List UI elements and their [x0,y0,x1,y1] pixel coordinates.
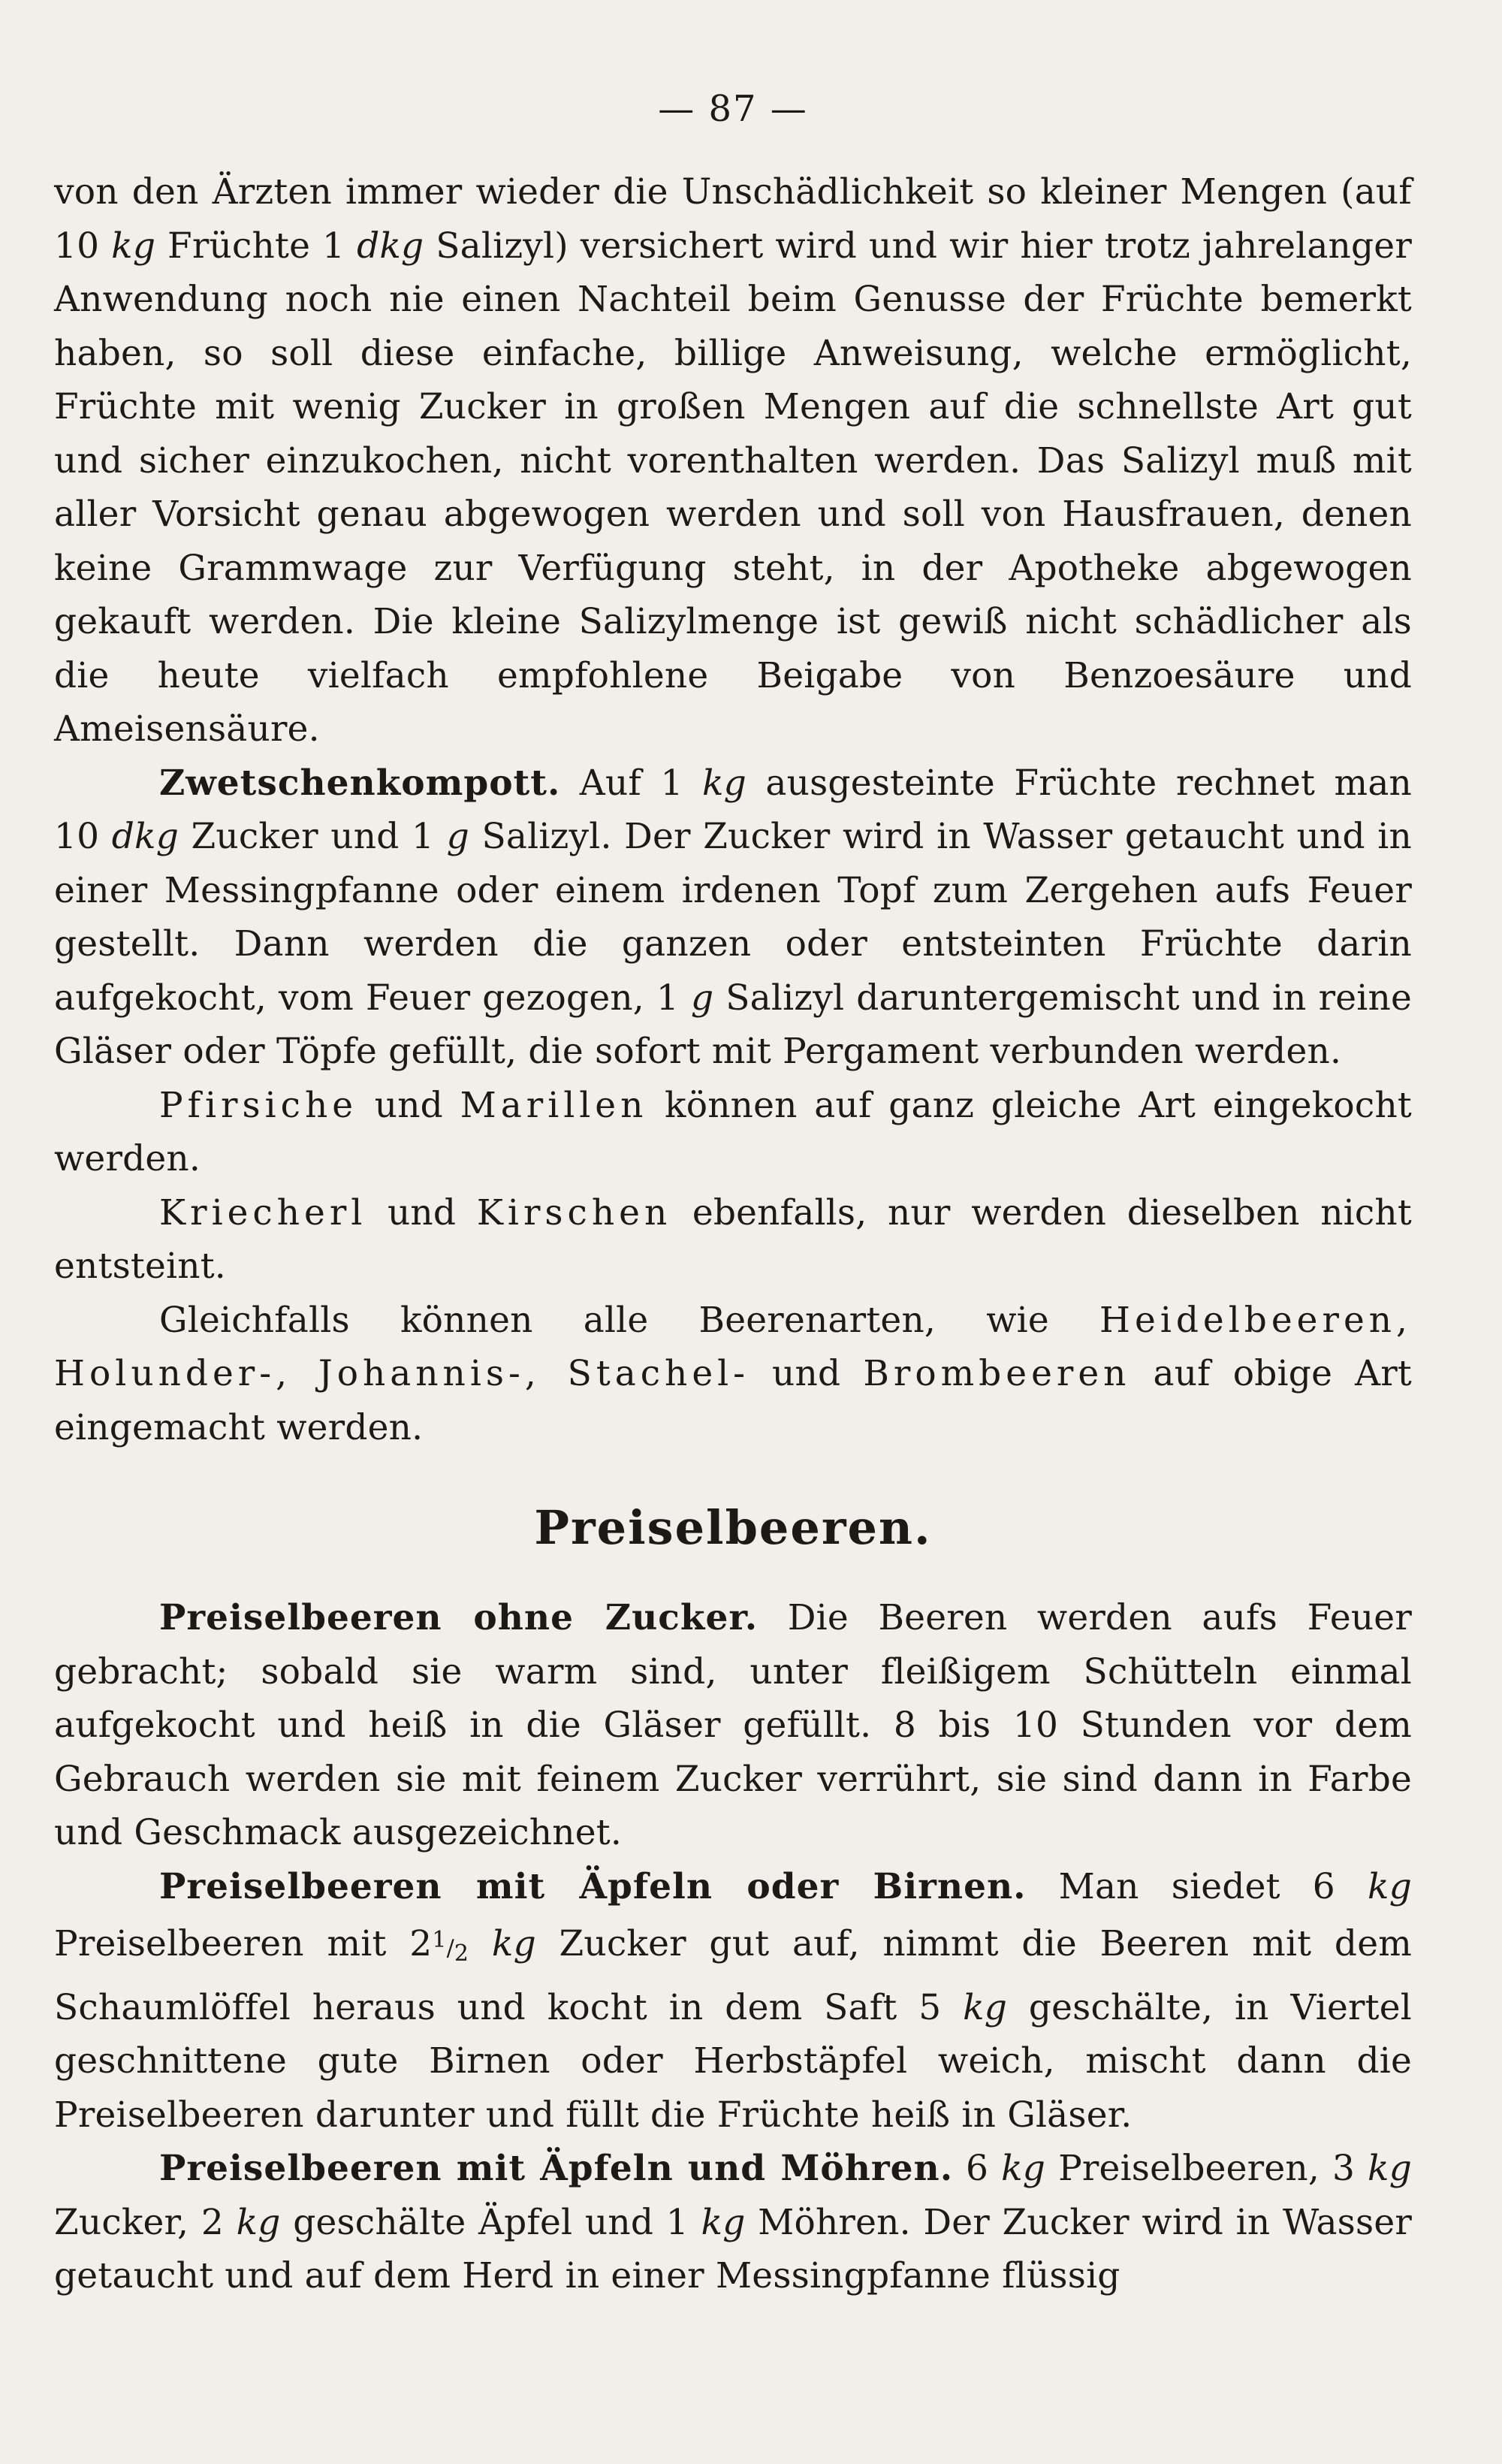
fraction-denominator: 2 [454,1940,469,1967]
fraction: 1/2 [432,1927,469,1967]
text-run: und [357,1084,460,1126]
text-run: Die Beeren werden aufs Feuer gebracht; sobald sie warm sind, unter fleißigem Schütteln einmal aufgekocht und heiß in die Gläser gefüllt. 8 bis 10 Stunden vor dem Gebrauch werden sie mit feinem Zucker verrührt, sie sind dann in Farbe und Geschmack ausgezeichnet. [54,1597,1412,1853]
text-run: ebenfalls, nur werden dieselben nicht entsteint. [54,1191,1412,1287]
paragraph-zwetschenkompott [54,756,1412,1079]
text-run: und [366,1191,477,1234]
unit-kg: kg [111,225,156,267]
text-run: Früchte 1 [155,225,357,267]
recipe-heading: Preiselbeeren mit Äpfeln und Möhren. [159,2148,954,2189]
text-run: Man siedet 6 [1026,1865,1368,1907]
paragraph-preiselbeeren-birnen [54,1860,1412,2142]
unit-dkg: dkg [357,225,424,267]
text-run: geschälte Äpfel und 1 [280,2201,701,2243]
section-title: Preiselbeeren. [534,1500,932,1555]
unit-kg: kg [491,1923,536,1964]
recipe-heading: Preiselbeeren mit Äpfeln oder Birnen. [159,1865,1027,1907]
text-run: Preiselbeeren mit 2 [54,1923,433,1964]
paragraph-preiselbeeren-ohne-zucker [54,1591,1412,1860]
text-run: 6 [953,2148,1002,2189]
unit-kg: kg [963,1986,1008,2028]
unit-dkg: dkg [111,816,179,857]
fruit-name: Kirschen [476,1191,672,1234]
paragraph-kriecherl [54,1186,1412,1294]
paragraph-preiselbeeren-moehren [54,2142,1412,2303]
text-run: Zucker gut auf, nimmt die Beeren mit dem Schaumlöffel heraus und kocht in dem Saft 5 [54,1923,1413,2028]
text-run: können auf ganz gleiche Art eingekocht werden. [54,1084,1412,1179]
unit-kg: kg [1368,2148,1412,2189]
text-run: Zucker, 2 [54,2201,237,2243]
unit-kg: kg [1368,1865,1412,1907]
unit-kg: kg [702,762,746,804]
text-run: Gleichfalls können alle Beerenarten, wie [159,1299,1100,1341]
text-run: Auf 1 [560,762,702,804]
text-run: und [749,1353,864,1394]
text-run: Zucker und 1 [179,816,447,857]
fruit-name: Marillen [460,1084,648,1126]
text-run: auf obige Art eingemacht werden. [54,1353,1412,1448]
paragraph-pfirsiche [54,1079,1412,1186]
fruit-name: Kriecherl [159,1191,367,1234]
unit-g: g [690,977,714,1019]
text-run: von den Ärzten immer wieder die Unschädlichkeit so kleiner Mengen (auf 10 [54,171,1412,267]
paragraph-salicylic-note [54,165,1412,756]
text-run: Möhren. Der Zucker wird in Wasser getaucht und auf dem Herd in einer Messingpfanne flüssig [54,2201,1412,2296]
paragraph-beerenarten [54,1294,1412,1455]
text-run: Salizyl. Der Zucker wird in Wasser getaucht und in einer Messingpfanne oder einem irdenen Topf zum Zergehen aufs Feuer gestellt. Dann werden die ganzen oder entsteinten Früchte darin aufgekocht, vom Feuer gezogen, 1 [54,816,1412,1019]
fruit-name: Brombeeren [863,1353,1131,1394]
text-run [469,1923,492,1964]
text-run: Salizyl daruntergemischt und in reine Gläser oder Töpfe gefüllt, die sofort mit Pergament verbunden werden. [54,977,1412,1072]
text-run: Salizyl) versichert wird und wir hier trotz jahrelanger Anwendung noch nie einen Nachteil beim Genusse der Früchte bemerkt haben, so soll diese einfache, billige Anweisung, welche ermöglicht, Früchte mit wenig Zucker in großen Mengen auf die schnellste Art gut und sicher einzukochen, nicht vorenthalten werden. Das Salizyl muß mit aller Vorsicht genau abgewogen werden und soll von Hausfrauen, denen keine Grammwage zur Verfügung steht, in der Apotheke abgewogen gekauft werden. Die kleine Salizylmenge ist gewiß nicht schädlicher als die heute vielfach empfohlene Beigabe von Benzoesäure und Ameisensäure. [54,225,1412,750]
text-run: Preiselbeeren, 3 [1045,2148,1368,2189]
text-run: ausgesteinte Früchte rechnet man 10 [54,762,1413,857]
recipe-heading: Preiselbeeren ohne Zucker. [159,1597,759,1638]
unit-g: g [446,816,469,857]
unit-kg: kg [236,2201,281,2243]
unit-kg: kg [1001,2148,1046,2189]
unit-kg: kg [701,2201,746,2243]
text-run: geschälte, in Viertel geschnittene gute Birnen oder Herbstäpfel weich, mischt dann die Preiselbeeren darunter und füllt die Früchte heiß in Gläser. [54,1986,1413,2136]
fraction-numerator: 1 [432,1927,447,1953]
recipe-heading: Zwetschenkompott. [159,762,561,804]
fruit-name: Pfirsiche [159,1084,358,1126]
page-number: — 87 — [658,88,808,130]
fruit-name: Heidelbeeren, Holunder-, Johannis-, Stachel- [54,1299,1412,1394]
